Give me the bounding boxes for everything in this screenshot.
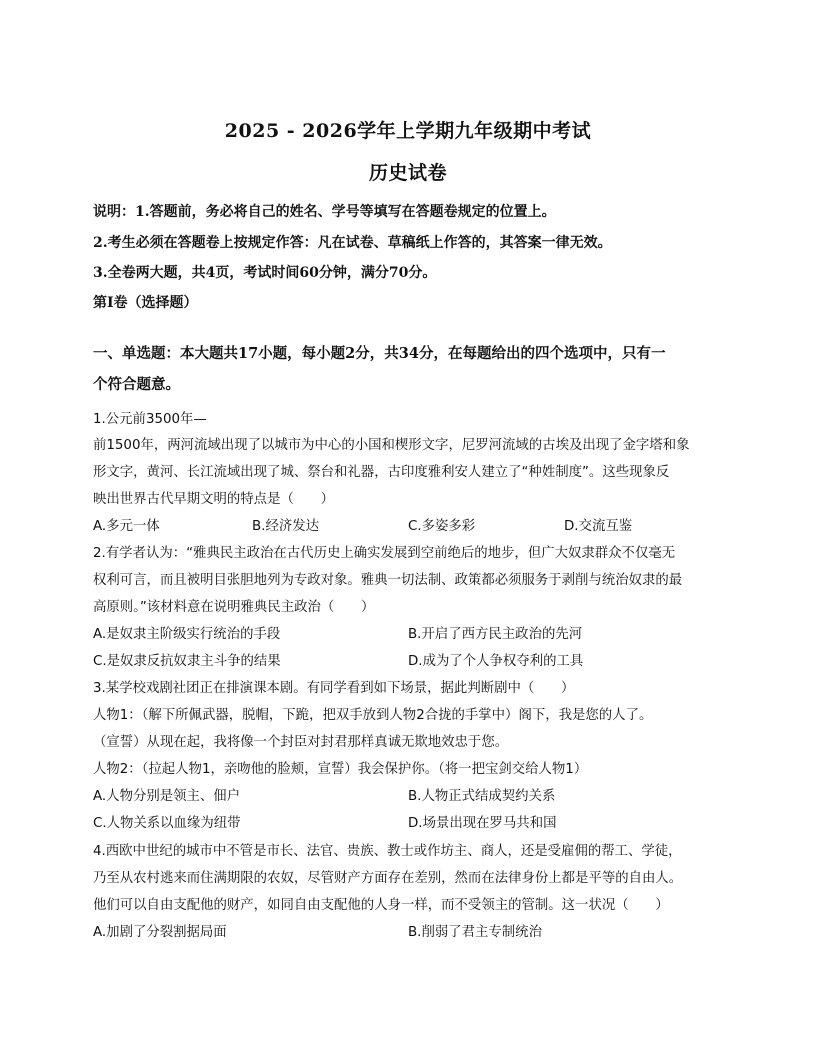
question-1-option-b[interactable]: B.经济发达 — [252, 519, 320, 534]
instruction-line: 3.全卷两大题，共4页，考试时间60分钟，满分70分。 — [93, 265, 437, 281]
question-1-option-a[interactable]: A.多元一体 — [93, 519, 160, 534]
question-3-option-b[interactable]: B.人物正式结成契约关系 — [408, 789, 556, 804]
question-1-option-d[interactable]: D.交流互鉴 — [564, 519, 633, 534]
question-1-text: 映出世界古代早期文明的特点是（ ） — [93, 492, 335, 507]
instruction-line: 2.考生必须在答题卷上按规定作答：凡在试卷、草稿纸上作答的，其答案一律无效。 — [93, 235, 612, 251]
question-2-option-d[interactable]: D.成为了个人争权夺利的工具 — [408, 654, 584, 669]
question-4-option-b[interactable]: B.削弱了君主专制统治 — [408, 925, 542, 940]
instruction-line: 说明：1.答题前，务必将自己的姓名、学号等填写在答题卷规定的位置上。 — [93, 204, 556, 220]
exam-title: 2025 - 2026学年上学期九年级期中考试 — [224, 120, 592, 142]
question-2-option-c[interactable]: C.是奴隶反抗奴隶主斗争的结果 — [93, 654, 281, 669]
question-3-option-d[interactable]: D.场景出现在罗马共和国 — [408, 816, 557, 831]
question-1-text: 1.公元前3500年— — [93, 412, 207, 427]
question-3-text: （宣誓）从现在起，我将像一个封臣对封君那样真诚无欺地效忠于您。 — [93, 735, 509, 750]
question-1-text: 前1500年，两河流域出现了以城市为中心的小国和楔形文字，尼罗河流域的古埃及出现了金字塔和象 — [93, 438, 690, 453]
exam-subtitle: 历史试卷 — [368, 162, 447, 184]
question-2-text: 权利可言，而且被明目张胆地列为专政对象。雅典一切法制、政策都必须服务于剥削与统治奴隶的最 — [93, 573, 683, 588]
question-3-text: 3.某学校戏剧社团正在排演课本剧。有同学看到如下场景，据此判断剧中（ ） — [93, 681, 575, 696]
question-4-text: 乃至从农村逃来而住满期限的农奴，尽管财产方面存在差别，然而在法律身份上都是平等的自由人。 — [93, 871, 683, 886]
question-1-text: 形文字，黄河、长江流域出现了城、祭台和礼器，古印度雅利安人建立了“种姓制度”。这些现象反 — [93, 465, 670, 480]
question-4-option-a[interactable]: A.加剧了分裂割据局面 — [93, 925, 227, 940]
question-2-text: 高原则。”该材料意在说明雅典民主政治（ ） — [93, 600, 375, 615]
question-2-text: 2.有学者认为：“雅典民主政治在古代历史上确实发展到空前绝后的地步，但广大奴隶群众不仅毫无 — [93, 546, 676, 561]
question-1-option-c[interactable]: C.多姿多彩 — [408, 519, 476, 534]
part-label: 第Ⅰ卷（选择题） — [93, 295, 198, 311]
question-3-option-c[interactable]: C.人物关系以血缘为纽带 — [93, 816, 241, 831]
question-2-option-a[interactable]: A.是奴隶主阶级实行统治的手段 — [93, 627, 281, 642]
question-3-option-a[interactable]: A.人物分别是领主、佃户 — [93, 789, 241, 804]
question-3-text: 人物2：（拉起人物1，亲吻他的脸颊，宣誓）我会保护你。（将一把宝剑交给人物1） — [93, 762, 588, 777]
question-2-option-b[interactable]: B.开启了西方民主政治的先河 — [408, 627, 583, 642]
question-4-text: 4.西欧中世纪的城市中不管是市长、法官、贵族、教士或作坊主、商人，还是受雇佣的帮工、学徒， — [93, 844, 682, 859]
question-3-text: 人物1：（解下所佩武器，脱帽，下跪，把双手放到人物2合拢的手掌中）阁下，我是您的人了。 — [93, 708, 653, 723]
section-heading-cont: 个符合题意。 — [93, 376, 180, 393]
question-4-text: 他们可以自由支配他的财产，如同自由支配他的人身一样，而不受领主的管制。这一状况（ ） — [93, 898, 669, 913]
section-heading: 一、单选题：本大题共17小题，每小题2分，共34分，在每题给出的四个选项中，只有一 — [93, 345, 666, 362]
